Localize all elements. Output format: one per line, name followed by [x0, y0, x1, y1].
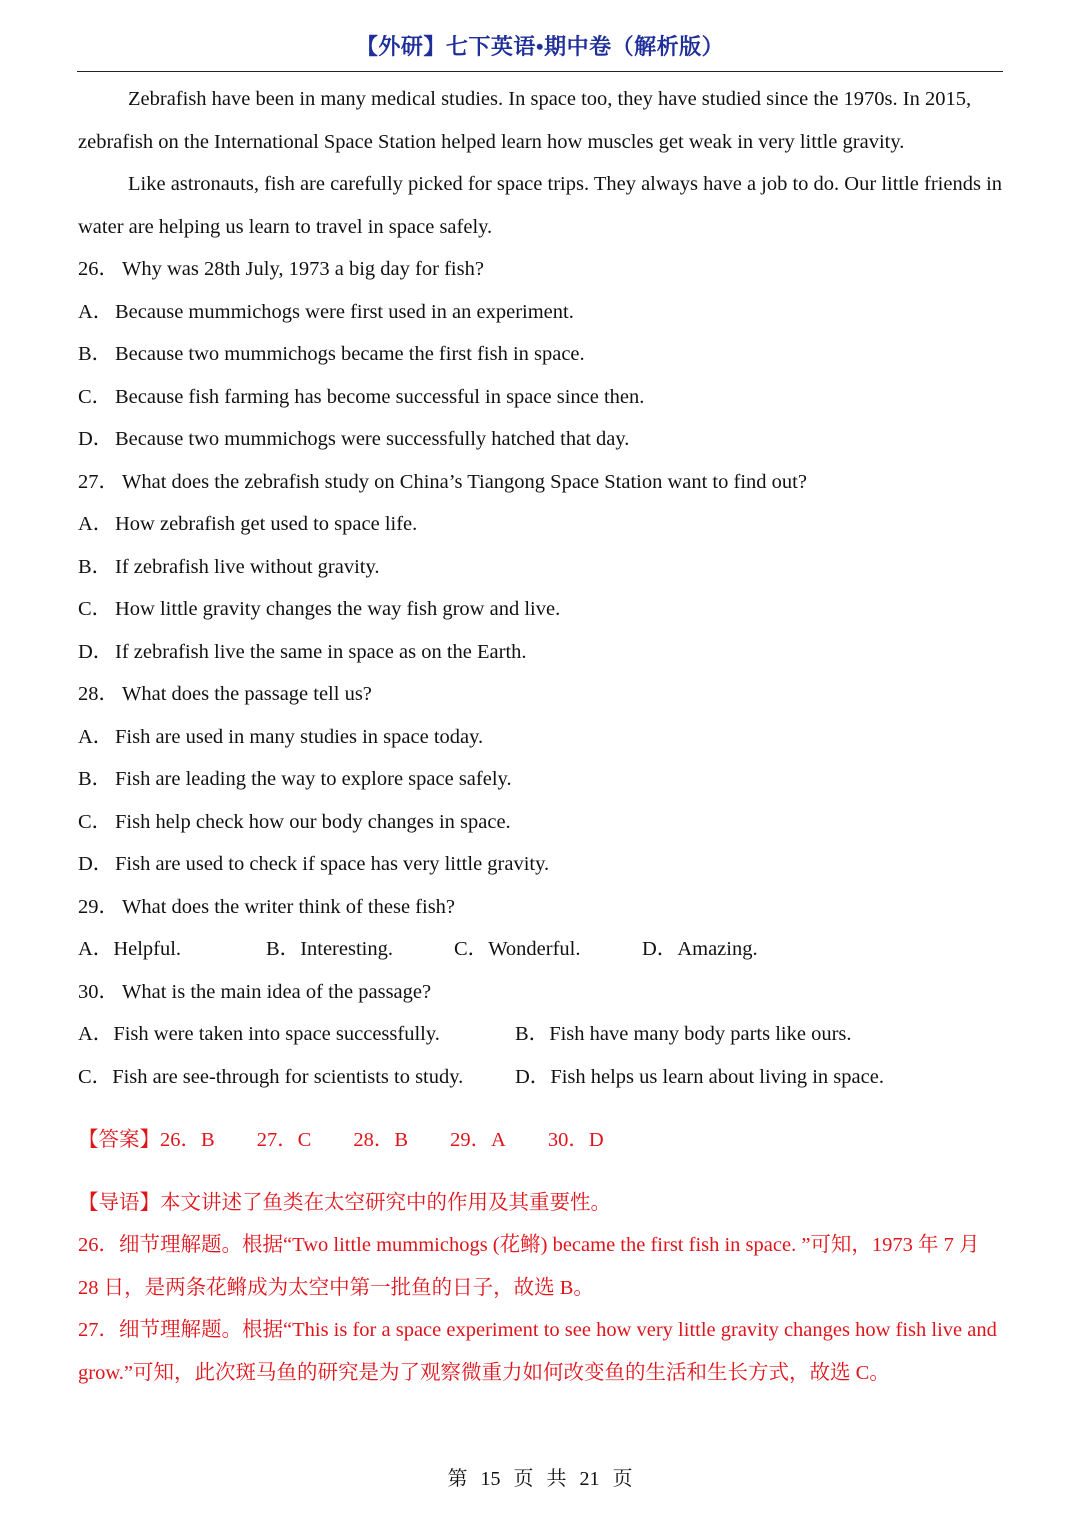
option-text: Because two mummichogs were successfully hatched that day. — [115, 428, 630, 450]
explanation: 26．细节理解题。根据“Two little mummichogs (花鳉) became the first fish in space. ”可知，1973 年 7 月 28 日，是两条花鳉成为太空中第一批鱼的日子，故选 B。 — [78, 1234, 980, 1299]
option — [454, 928, 642, 971]
option-label: D． — [78, 853, 114, 875]
option-label: B． — [78, 768, 113, 790]
question-text: What does the zebrafish study on China’s Tiangong Space Station want to find out? — [122, 470, 807, 493]
option-label: A． — [78, 513, 114, 535]
option-text: Fish are used to check if space has very little gravity. — [115, 853, 550, 875]
option — [78, 843, 1004, 886]
header-divider — [77, 71, 1003, 72]
question-number: 26． — [78, 258, 119, 280]
option-label: C． — [454, 938, 489, 960]
option-label: A． — [78, 300, 114, 323]
option — [78, 1013, 515, 1056]
option-label: B． — [78, 343, 113, 365]
option-text: Because fish farming has become successful in space since then. — [115, 385, 645, 408]
option — [515, 1056, 884, 1099]
option-text: Interesting. — [300, 938, 393, 960]
question-28 — [78, 673, 1004, 716]
explanation: 27．细节理解题。根据“This is for a space experiment to see how very little gravity changes how fish live and grow.”可知，此次斑马鱼的研究是为了观察微重力如何改变鱼的生活和生长方式，故选 C。 — [78, 1319, 997, 1384]
document-header: 【外研】七下英语•期中卷（解析版） — [355, 34, 725, 59]
question-27 — [78, 461, 1004, 504]
options-row — [78, 1013, 1004, 1056]
option-text: Fish helps us learn about living in space. — [550, 1065, 884, 1088]
option — [78, 631, 1004, 674]
option-text: Because mummichogs were first used in an experiment. — [115, 300, 574, 323]
option — [78, 291, 1004, 334]
answer-item: 27．C — [256, 1128, 312, 1151]
options-row — [78, 928, 1004, 971]
option — [515, 1013, 852, 1056]
guide-line — [78, 1182, 1004, 1225]
option-text: Because two mummichogs became the first fish in space. — [115, 343, 585, 365]
option-label: C． — [78, 598, 113, 620]
answer-item: 26．B — [160, 1128, 215, 1151]
option-label: C． — [78, 385, 113, 408]
guide-text: 本文讲述了鱼类在太空研究中的作用及其重要性。 — [160, 1191, 611, 1214]
page-content — [78, 78, 1004, 1394]
options-row — [78, 1056, 1004, 1099]
question-number: 29． — [78, 895, 119, 918]
option-text: Fish help check how our body changes in space. — [115, 810, 511, 833]
option — [78, 588, 1004, 631]
option — [78, 546, 1004, 589]
option-text: Fish have many body parts like ours. — [549, 1023, 852, 1045]
option-label: A． — [78, 938, 114, 960]
passage-paragraph: Zebrafish have been in many medical studies. In space too, they have studied since the 1970s. In 2015, zebrafish on the International Space Station helped learn how muscles get weak in very little gravity. — [78, 88, 972, 153]
option-text: Fish were taken into space successfully. — [113, 1023, 440, 1045]
page-footer: 第 15 页 共 21 页 — [447, 1468, 633, 1490]
option-text: Amazing. — [677, 938, 758, 960]
passage-paragraph: Like astronauts, fish are carefully picked for space trips. They always have a job to do. Our little friends in water are helping us learn to travel in space safely. — [78, 173, 1003, 238]
question-30 — [78, 971, 1004, 1014]
answer-item: 29．A — [450, 1128, 506, 1151]
option-label: C． — [78, 810, 113, 833]
option-label: B． — [515, 1023, 550, 1045]
option-text: Wonderful. — [488, 938, 581, 960]
option-label: C． — [78, 1065, 113, 1088]
option-text: Fish are see-through for scientists to study. — [112, 1065, 464, 1088]
question-26 — [78, 248, 1004, 291]
answer-tag: 【答案】 — [78, 1128, 160, 1151]
option — [266, 928, 454, 971]
option-label: D． — [642, 938, 678, 960]
question-text: Why was 28th July, 1973 a big day for fish? — [122, 258, 484, 280]
option — [78, 333, 1004, 376]
option — [78, 503, 1004, 546]
question-text: What is the main idea of the passage? — [122, 980, 432, 1003]
answer-item: 28．B — [353, 1128, 409, 1151]
option-text: If zebrafish live the same in space as on the Earth. — [115, 640, 527, 663]
question-number: 28． — [78, 683, 119, 705]
option — [642, 928, 830, 971]
question-text: What does the writer think of these fish? — [122, 895, 456, 918]
option-label: A． — [78, 1023, 114, 1045]
option-text: Helpful. — [113, 938, 182, 960]
question-29 — [78, 886, 1004, 929]
option — [78, 418, 1004, 461]
option-label: B． — [266, 938, 301, 960]
option-text: If zebrafish live without gravity. — [115, 555, 380, 578]
option — [78, 376, 1004, 419]
option — [78, 928, 266, 971]
option-label: D． — [78, 640, 114, 663]
option-text: How zebrafish get used to space life. — [115, 513, 418, 535]
option-text: Fish are used in many studies in space today. — [115, 725, 484, 748]
option-label: D． — [78, 428, 114, 450]
option-label: D． — [515, 1065, 551, 1088]
question-number: 27． — [78, 470, 119, 493]
option-label: B． — [78, 555, 113, 578]
option — [78, 801, 1004, 844]
question-text: What does the passage tell us? — [122, 683, 372, 705]
answer-key — [78, 1119, 1004, 1162]
option-text: How little gravity changes the way fish grow and live. — [115, 598, 561, 620]
question-number: 30． — [78, 980, 119, 1003]
option — [78, 716, 1004, 759]
option-label: A． — [78, 725, 114, 748]
option — [78, 758, 1004, 801]
option-text: Fish are leading the way to explore space safely. — [115, 768, 512, 790]
option — [78, 1056, 515, 1099]
answer-item: 30．D — [547, 1128, 604, 1151]
guide-tag: 【导语】 — [78, 1191, 160, 1214]
